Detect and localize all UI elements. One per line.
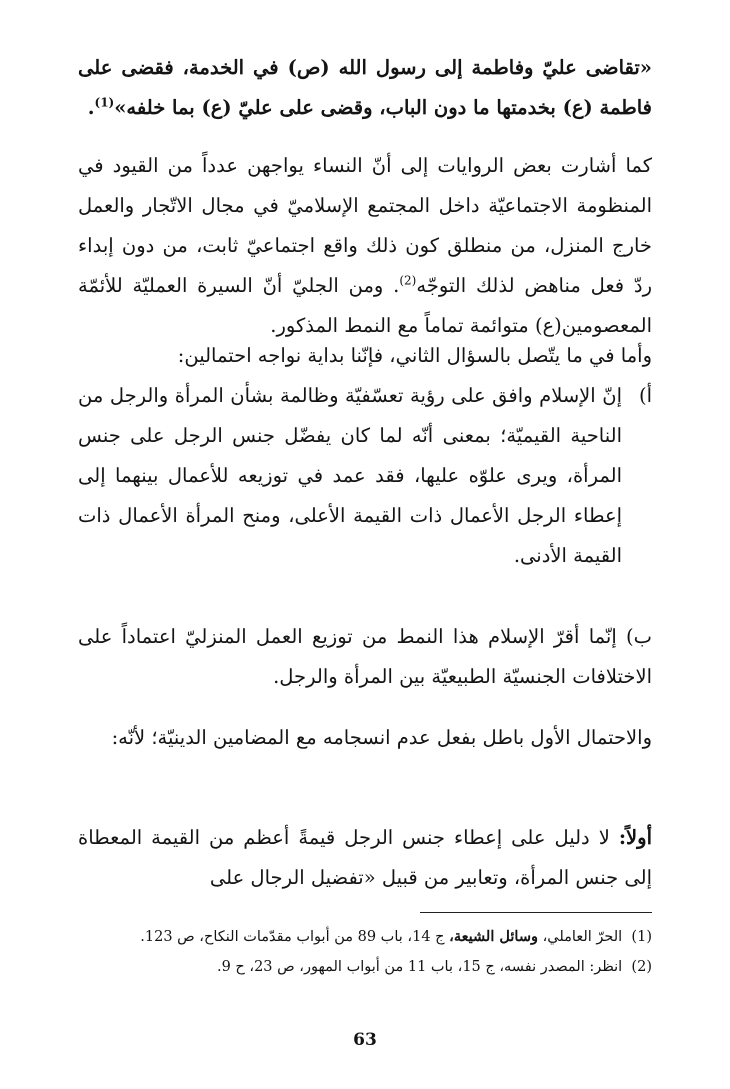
- firstly-text: لا دليل على إعطاء جنس الرجل قيمةً أعظم من القيمة المعطاة إلى جنس المرأة، وتعابير من قبيل «تفضيل الرجال على: [78, 826, 652, 889]
- para1-tail: . ومن الجليّ أنّ السيرة العمليّة للأئمّة المعصومين(ع) متوائمة تماماً مع النمط المذكور.: [78, 274, 652, 337]
- footnote-1-rest: ج 14، باب 89 من أبواب مقدّمات النكاح، ص 123.: [140, 929, 445, 945]
- footnote-2: [78, 952, 652, 982]
- para1-text: كما أشارت بعض الروايات إلى أنّ النساء يواجهن عدداً من القيود في المنظومة الاجتماعيّة داخل المجتمع الإسلاميّ في مجال الاتّجار والعمل خارج المنزل، من منطلق كون ذلك واقع اجتماعيّ ثابت، من دون إبداء ردّ فعل مناهض لذلك التوجّه: [78, 154, 652, 297]
- footnote-1-num: (1): [631, 929, 652, 945]
- footnote-divider: [420, 912, 652, 913]
- paragraph-first-possibility: والاحتمال الأول باطل بفعل عدم انسجامه مع المضامين الدينيّة؛ لأنّه:: [111, 726, 652, 749]
- hadith-quote: [78, 48, 652, 128]
- paragraph-second-question: وأما في ما يتّصل بالسؤال الثاني، فإنّنا بداية نواجه احتمالين:: [177, 344, 652, 367]
- page-number: 63: [353, 1030, 377, 1050]
- paragraph-restrictions: [78, 146, 652, 346]
- list-item-a: [78, 376, 652, 576]
- footnote-2-rest: المصدر نفسه، ج 15، باب 11 من أبواب المهور، ص 23، ح 9.: [216, 959, 585, 975]
- item-a-text: إنّ الإسلام وافق على رؤية تعسّفيّة وظالمة بشأن المرأة والرجل من الناحية القيميّة؛ بمعنى أنّه لما كان يفضّل جنس الرجل على جنس المرأة، ويرى علوّه عليها، فقد عمد في توزيعه للأعمال بينهما إلى إعطاء الرجل الأعمال ذات القيمة الأعلى، ومنح المرأة الأعمال ذات القيمة الأدنى.: [78, 384, 622, 567]
- footnote-1-author: الحرّ العاملي،: [542, 929, 623, 945]
- footnote-ref-2[interactable]: (2): [399, 273, 417, 288]
- quote-tail: .: [87, 96, 95, 119]
- footnote-1-title: وسائل الشيعة،: [449, 928, 538, 945]
- list-item-b: [78, 617, 652, 697]
- quote-text: «تقاضى عليّ وفاطمة إلى رسول الله (ص) في الخدمة، فقضى على فاطمة (ع) بخدمتها ما دون الباب، وقضى على عليّ (ع) بما خلفه»: [78, 56, 652, 119]
- footnote-2-author: انظر:: [589, 959, 623, 975]
- footnote-ref-1[interactable]: (1): [94, 95, 115, 110]
- firstly-lead: أولاً:: [618, 826, 652, 849]
- item-b-text: إنّما أقرّ الإسلام هذا النمط من توزيع العمل المنزليّ اعتماداً على الاختلافات الجنسيّة الطبيعيّة بين المرأة والرجل.: [78, 625, 652, 688]
- footnote-2-num: (2): [631, 959, 652, 975]
- footnotes: [78, 922, 652, 982]
- item-b-marker: ب): [626, 625, 652, 648]
- paragraph-firstly: [78, 818, 652, 898]
- footnote-1: [78, 922, 652, 952]
- item-a-marker: أ): [638, 384, 652, 407]
